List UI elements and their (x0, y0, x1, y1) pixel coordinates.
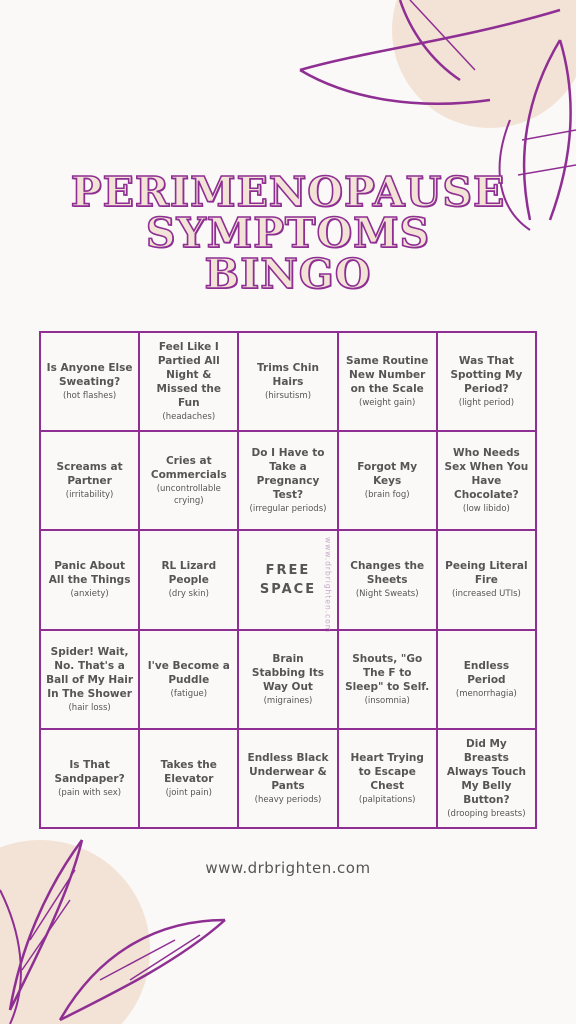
cell-symptom: (drooping breasts) (447, 808, 526, 819)
cell-label: Heart Trying to Escape Chest (350, 751, 424, 792)
bingo-cell[interactable] (40, 530, 139, 629)
bingo-cell[interactable] (238, 332, 337, 431)
bingo-cell[interactable] (139, 729, 238, 828)
cell-label: Endless Period (463, 659, 510, 686)
watermark: www.drbrighten.com (323, 537, 333, 634)
cell-label: Endless Black Underwear & Pants (247, 751, 329, 792)
website-url: www.drbrighten.com (205, 859, 371, 877)
bingo-cell[interactable] (437, 630, 536, 729)
bingo-cell[interactable] (338, 729, 437, 828)
cell-symptom: (joint pain) (165, 787, 212, 798)
title-line-2: SYMPTOMS (145, 209, 431, 257)
cell-symptom: (increased UTIs) (451, 589, 521, 600)
cell-label: Brain Stabbing Its Way Out (251, 652, 325, 693)
cell-symptom: (hirsutism) (264, 391, 312, 402)
cell-label: Forgot My Keys (357, 461, 418, 488)
cell-symptom: (irregular periods) (249, 504, 327, 515)
cell-symptom: (headaches) (162, 412, 216, 423)
bingo-cell[interactable] (139, 431, 238, 530)
cell-label: Cries at Commercials (150, 455, 227, 482)
bingo-cell[interactable] (437, 431, 536, 530)
bingo-cell[interactable] (40, 332, 139, 431)
bingo-cell[interactable] (338, 332, 437, 431)
free-space-cell[interactable] (238, 530, 337, 634)
cell-symptom: (palpitations) (358, 794, 416, 805)
cell-symptom: (Night Sweats) (355, 589, 419, 600)
cell-symptom: (migraines) (263, 695, 313, 706)
title-line-3: BINGO (204, 250, 372, 298)
bingo-cell[interactable] (40, 431, 139, 530)
bingo-cell[interactable] (437, 332, 536, 431)
cell-symptom: (insomnia) (364, 695, 410, 706)
cell-symptom: (anxiety) (70, 589, 109, 600)
cell-symptom: (fatigue) (170, 688, 208, 699)
cell-symptom: (uncontrollable crying) (156, 484, 221, 507)
page-title (0, 168, 576, 298)
bingo-cell[interactable] (437, 729, 536, 828)
cell-label: Spider! Wait, No. That's a Ball of My Hair In The Shower (46, 645, 134, 700)
cell-symptom: (hot flashes) (62, 391, 117, 402)
bingo-cell[interactable] (238, 630, 337, 729)
bingo-cell[interactable] (338, 431, 437, 530)
cell-symptom: (light period) (458, 398, 515, 409)
cell-label: Same Routine New Number on the Scale (346, 355, 429, 396)
bingo-cell[interactable] (40, 630, 139, 729)
title-line-1: PERIMENOPAUSE (70, 168, 506, 216)
cell-label: Peeing Literal Fire (445, 560, 528, 587)
cell-label: Takes the Elevator (160, 758, 217, 785)
bingo-board (39, 331, 537, 829)
bingo-cell[interactable] (238, 729, 337, 828)
bingo-cell[interactable] (139, 530, 238, 629)
bingo-cell[interactable] (238, 431, 337, 530)
cell-symptom: (menorrhagia) (455, 688, 517, 699)
bingo-cell[interactable] (338, 630, 437, 729)
bingo-cell[interactable] (139, 332, 238, 431)
cell-symptom: (heavy periods) (254, 794, 322, 805)
cell-label: FREE SPACE (259, 562, 317, 597)
bingo-cell[interactable] (437, 530, 536, 629)
bingo-cell[interactable] (40, 729, 139, 828)
cell-label: Screams at Partner (56, 461, 123, 488)
bingo-cell[interactable] (139, 630, 238, 729)
cell-label: Do I Have to Take a Pregnancy Test? (251, 447, 325, 502)
cell-label: Changes the Sheets (350, 560, 425, 587)
cell-symptom: (brain fog) (364, 490, 410, 501)
cell-label: Trims Chin Hairs (257, 362, 319, 389)
cell-label: Was That Spotting My Period? (450, 355, 523, 396)
cell-label: RL Lizard People (161, 560, 217, 587)
cell-symptom: (low libido) (462, 504, 510, 515)
cell-label: Feel Like I Partied All Night & Missed the Fun (156, 341, 222, 410)
cell-label: Shouts, "Go The F to Sleep" to Self. (345, 652, 430, 693)
cell-symptom: (pain with sex) (58, 787, 122, 798)
cell-label: Who Needs Sex When You Have Chocolate? (444, 447, 529, 502)
cell-symptom: (dry skin) (168, 589, 209, 600)
cell-symptom: (hair loss) (68, 702, 111, 713)
bingo-cell[interactable] (338, 530, 437, 629)
cell-symptom: (weight gain) (359, 398, 416, 409)
cell-label: Did My Breasts Always Touch My Belly Button? (446, 737, 526, 806)
cell-label: Panic About All the Things (48, 560, 131, 587)
cell-label: I've Become a Puddle (147, 659, 230, 686)
cell-label: Is Anyone Else Sweating? (46, 362, 133, 389)
cell-label: Is That Sandpaper? (54, 758, 125, 785)
cell-symptom: (irritability) (65, 490, 114, 501)
